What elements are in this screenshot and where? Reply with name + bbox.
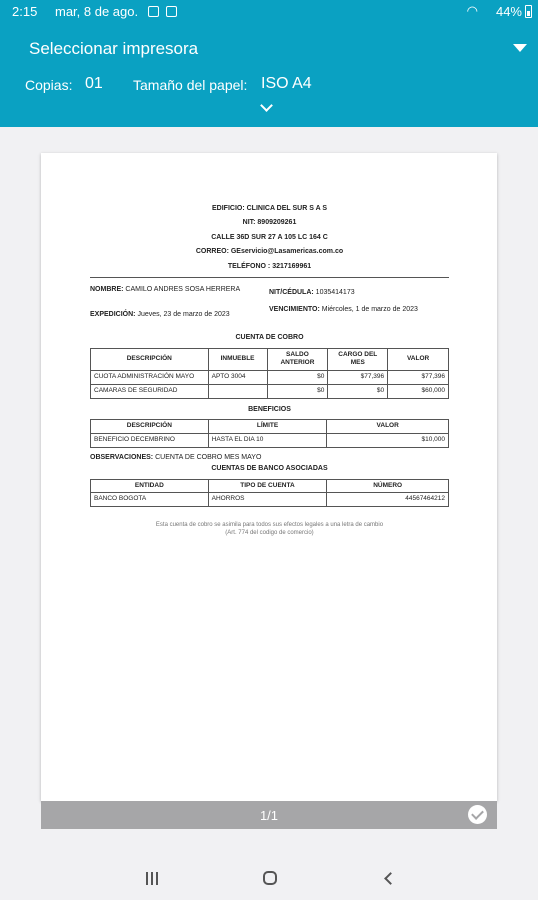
check-icon[interactable] [468, 805, 487, 824]
bank-table [90, 479, 449, 508]
id-value: 1035414173 [315, 289, 355, 297]
divider [90, 277, 449, 278]
table-row [91, 384, 449, 398]
doc-address: CALLE 36D SUR 27 A 105 LC 164 C [211, 233, 328, 241]
table-cell: BANCO BOGOTA [91, 493, 209, 507]
app-notification-icon [166, 6, 177, 17]
paper-size-select[interactable]: ISO A4 [261, 75, 312, 92]
status-date: mar, 8 de ago. [55, 4, 139, 19]
table-cell: $77,396 [388, 371, 449, 385]
observations-value: CUENTA DE COBRO MES MAYO [155, 453, 262, 461]
table-cell: HASTA EL DIA 10 [208, 433, 327, 447]
page-footer [41, 801, 497, 829]
doc-building: EDIFICIO: CLINICA DEL SUR S A S [212, 205, 327, 212]
paper-size-label: Tamaño del papel: [133, 77, 248, 93]
observations [90, 453, 449, 462]
col-header: VALOR [388, 348, 449, 371]
name-label: NOMBRE: [90, 286, 124, 294]
benefits-table [90, 419, 449, 448]
col-header: LÍMITE [208, 420, 327, 434]
home-icon[interactable] [263, 871, 277, 885]
charge-title: CUENTA DE COBRO [235, 334, 304, 342]
print-options-header [0, 24, 538, 127]
dropdown-arrow-icon[interactable] [513, 44, 527, 52]
doc-email: CORREO: GEservicio@Lasamericas.com.co [195, 248, 344, 256]
benefits-title: BENEFICIOS [248, 405, 291, 413]
col-header: NÚMERO [327, 479, 449, 493]
col-header: ENTIDAD [91, 479, 209, 493]
table-cell: 44567464212 [327, 493, 449, 507]
table-cell: $0 [328, 384, 388, 398]
doc-nit: NIT: 8909209261 [242, 219, 297, 227]
chevron-down-icon[interactable] [260, 99, 273, 112]
legal-note-line: Esta cuenta de cobro se asimila para todos sus efectos legales a una letra de cambio [155, 522, 384, 529]
legal-note [90, 521, 449, 538]
table-row [91, 433, 449, 447]
observations-label: OBSERVACIONES: [90, 453, 154, 461]
table-cell: $60,000 [388, 384, 449, 398]
due-label: VENCIMIENTO: [269, 306, 320, 314]
status-time: 2:15 [12, 4, 38, 19]
document [90, 204, 449, 538]
table-cell: $0 [267, 371, 328, 385]
table-cell: CUOTA ADMINISTRACIÓN MAYO [91, 371, 209, 385]
issue-label: EXPEDICIÓN: [90, 311, 136, 319]
doc-phone: TELÉFONO : 3217169961 [227, 262, 312, 270]
copies-label: Copias: [25, 77, 73, 93]
table-row [91, 493, 449, 507]
table-row [91, 371, 449, 385]
charge-table [90, 348, 449, 399]
col-header: CARGO DEL MES [328, 348, 388, 371]
recent-apps-icon[interactable] [145, 872, 159, 885]
battery-icon [525, 5, 532, 18]
table-cell [208, 384, 267, 398]
battery-percent: 44% [495, 4, 522, 19]
name-value: CAMILO ANDRES SOSA HERRERA [125, 286, 241, 294]
col-header: TIPO DE CUENTA [208, 479, 327, 493]
col-header: DESCRIPCIÓN [91, 348, 209, 371]
table-cell: CAMARAS DE SEGURIDAD [91, 384, 209, 398]
table-cell: $77,396 [328, 371, 388, 385]
page-indicator: 1/1 [259, 808, 279, 823]
id-label: NIT/CÉDULA: [269, 289, 314, 297]
status-bar [0, 0, 538, 24]
col-header: DESCRIPCIÓN [91, 420, 209, 434]
back-icon[interactable] [384, 872, 397, 885]
table-cell: $10,000 [327, 433, 449, 447]
due-value: Miércoles, 1 de marzo de 2023 [321, 306, 418, 314]
copies-input[interactable]: 01 [85, 75, 103, 92]
preview-page[interactable] [41, 153, 497, 801]
col-header: SALDO ANTERIOR [267, 348, 328, 371]
bank-title: CUENTAS DE BANCO ASOCIADAS [211, 465, 328, 473]
wifi-icon: ◠ [466, 3, 478, 18]
gallery-notification-icon [148, 6, 159, 17]
print-preview-area [0, 127, 538, 858]
customer-info [90, 285, 449, 327]
col-header: VALOR [327, 420, 449, 434]
table-cell: $0 [267, 384, 328, 398]
legal-note-line: (Art. 774 del codigo de comercio) [225, 530, 314, 537]
table-cell: APTO 3004 [208, 371, 267, 385]
table-cell: BENEFICIO DECEMBRINO [91, 433, 209, 447]
table-cell: AHORROS [208, 493, 327, 507]
navigation-bar [0, 858, 538, 900]
col-header: INMUEBLE [208, 348, 267, 371]
printer-select[interactable]: Seleccionar impresora [29, 39, 199, 58]
issue-value: Jueves, 23 de marzo de 2023 [137, 311, 230, 319]
